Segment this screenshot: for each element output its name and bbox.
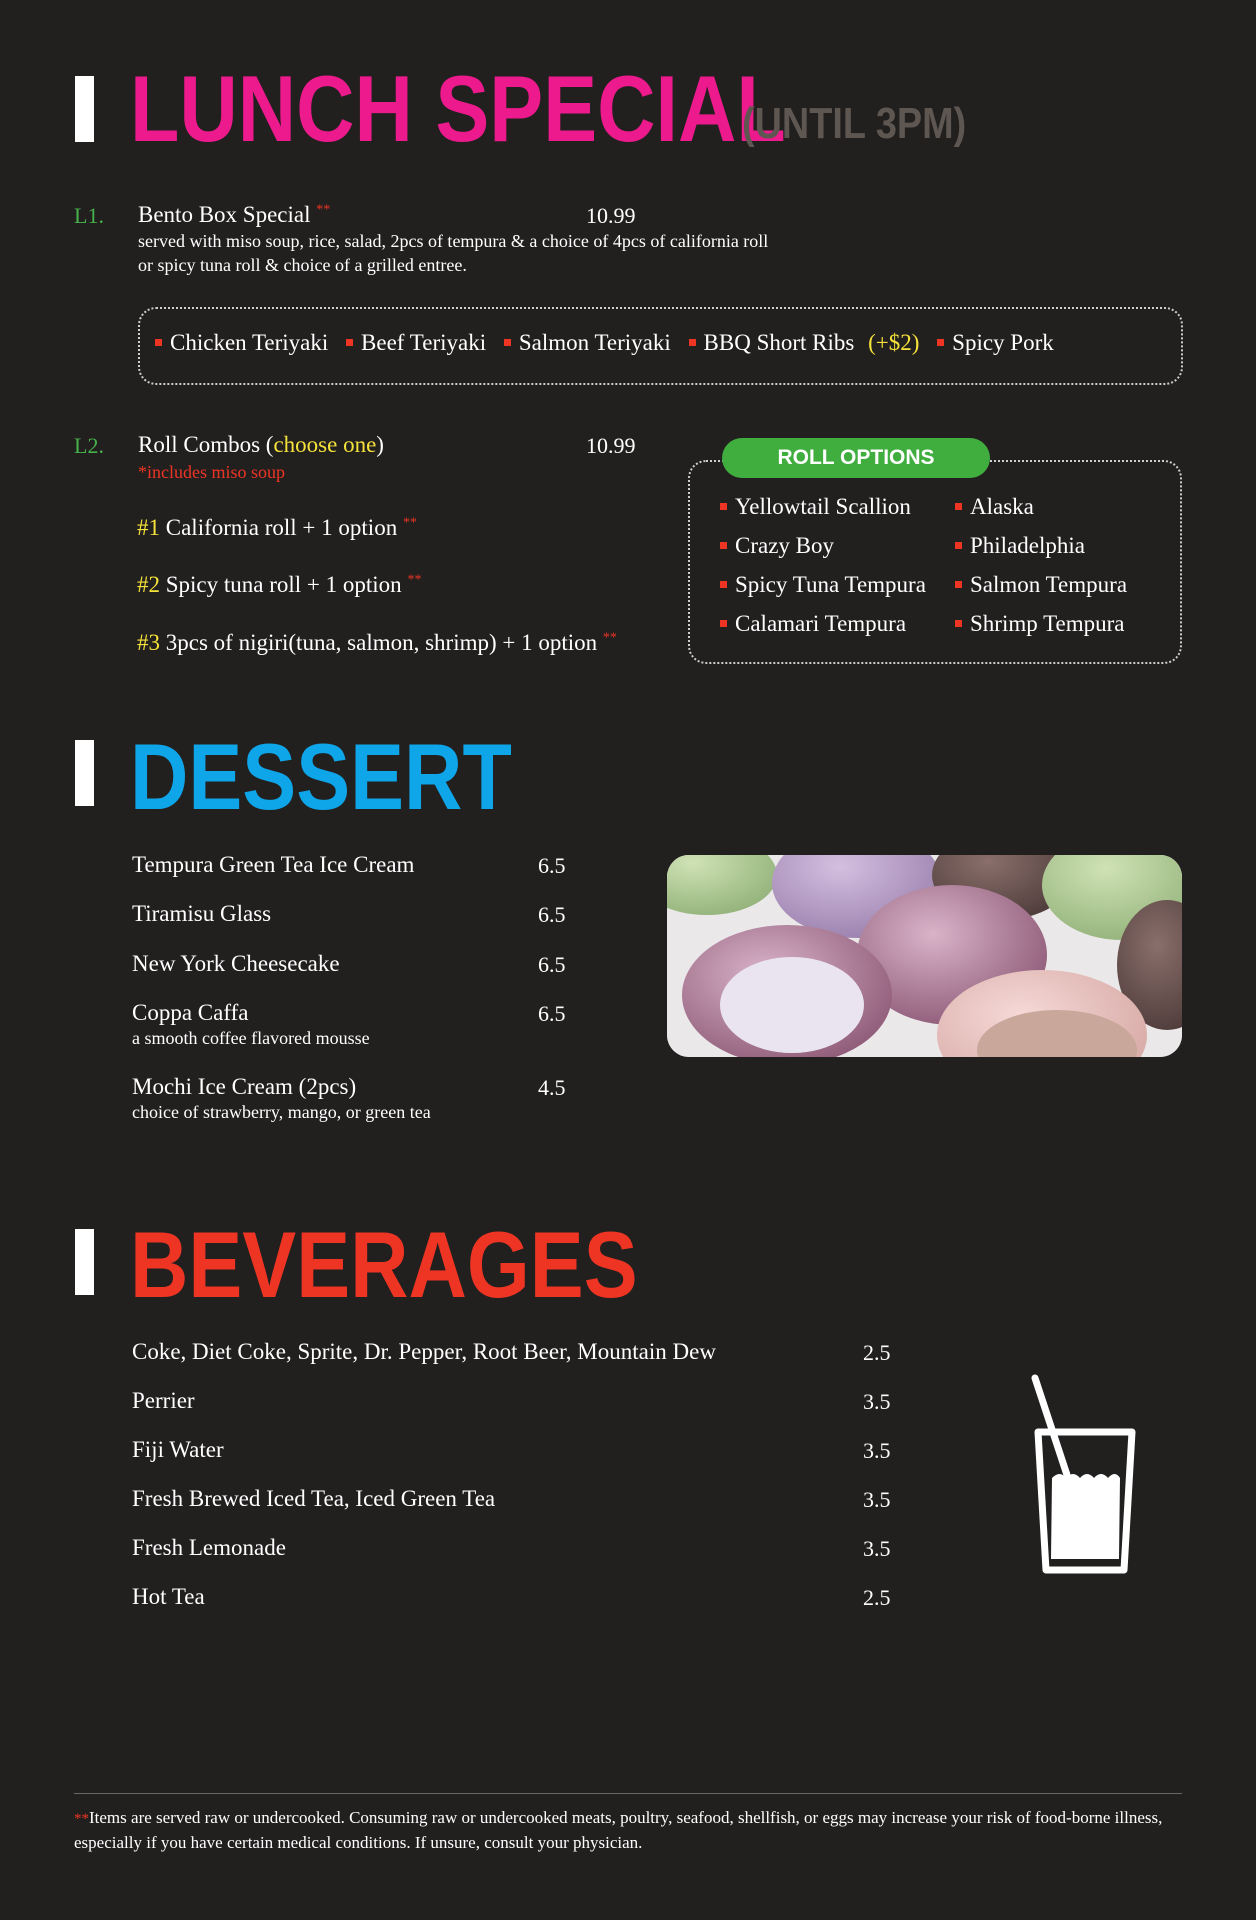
beverages-title: BEVERAGES bbox=[130, 1212, 638, 1317]
bullet-icon bbox=[955, 503, 962, 510]
dessert-item-price: 6.5 bbox=[538, 902, 566, 927]
raw-warning-mark: ** bbox=[74, 1811, 89, 1827]
combo-number: #2 bbox=[137, 572, 160, 597]
entree-option: Salmon Teriyaki bbox=[518, 330, 671, 355]
roll-combos-name-end: ) bbox=[376, 432, 384, 457]
bento-box-price: 10.99 bbox=[586, 203, 636, 228]
bullet-icon bbox=[720, 581, 727, 588]
bullet-icon bbox=[937, 339, 944, 346]
footer-disclaimer bbox=[74, 1806, 1184, 1854]
roll-combos-price: 10.99 bbox=[586, 433, 636, 458]
bullet-icon bbox=[720, 503, 727, 510]
roll-combos-name-start: Roll Combos ( bbox=[138, 432, 274, 457]
raw-warning-mark: ** bbox=[316, 202, 331, 218]
raw-warning-mark: ** bbox=[402, 515, 417, 531]
roll-option-label: Yellowtail Scallion bbox=[735, 494, 911, 519]
dessert-item-name: Tempura Green Tea Ice Cream bbox=[132, 852, 415, 877]
beverage-item-name: Perrier bbox=[132, 1388, 195, 1413]
roll-options-badge: ROLL OPTIONS bbox=[722, 438, 990, 478]
bento-box-description-line1: served with miso soup, rice, salad, 2pcs of tempura & a choice of 4pcs of california roll bbox=[138, 231, 769, 251]
mochi-photo bbox=[667, 855, 1182, 1057]
dessert-item-price: 6.5 bbox=[538, 952, 566, 977]
item-code-l1: L1. bbox=[74, 203, 104, 228]
lunch-special-title: LUNCH SPECIAL bbox=[130, 56, 786, 161]
raw-warning-mark: ** bbox=[602, 630, 617, 646]
roll-option-label: Shrimp Tempura bbox=[970, 611, 1125, 636]
beverage-item-price: 2.5 bbox=[863, 1585, 891, 1610]
roll-option-label: Alaska bbox=[970, 494, 1034, 519]
mochi-illustration bbox=[667, 855, 1182, 1057]
beverage-item-price: 3.5 bbox=[863, 1389, 891, 1414]
bullet-icon bbox=[155, 339, 162, 346]
beverage-item-price: 3.5 bbox=[863, 1536, 891, 1561]
bullet-icon bbox=[720, 542, 727, 549]
combo-number: #1 bbox=[137, 515, 160, 540]
beverage-item-price: 2.5 bbox=[863, 1340, 891, 1365]
entree-option: Chicken Teriyaki bbox=[170, 330, 329, 355]
section-marker-beverages bbox=[75, 1229, 94, 1295]
combo-option-3 bbox=[137, 630, 617, 656]
entree-options-list bbox=[155, 330, 1054, 356]
roll-combos-title bbox=[138, 432, 384, 458]
bullet-icon bbox=[346, 339, 353, 346]
dessert-item-price: 4.5 bbox=[538, 1075, 566, 1100]
combo-text: 3pcs of nigiri(tuna, salmon, shrimp) + 1 option bbox=[165, 630, 598, 655]
section-marker-dessert bbox=[75, 740, 94, 806]
roll-option-right-3 bbox=[955, 572, 1127, 598]
entree-option: BBQ Short Ribs bbox=[703, 330, 855, 355]
combo-text: California roll + 1 option bbox=[165, 515, 398, 540]
beverage-item-name: Hot Tea bbox=[132, 1584, 205, 1609]
item-code-l2: L2. bbox=[74, 433, 104, 458]
entree-option: Spicy Pork bbox=[952, 330, 1054, 355]
beverage-item-name: Fiji Water bbox=[132, 1437, 224, 1462]
combo-text: Spicy tuna roll + 1 option bbox=[165, 572, 402, 597]
roll-option-label: Spicy Tuna Tempura bbox=[735, 572, 926, 597]
roll-option-left-1 bbox=[720, 494, 911, 520]
section-marker-lunch bbox=[75, 76, 94, 142]
footer-divider bbox=[74, 1793, 1182, 1794]
dessert-title: DESSERT bbox=[130, 724, 512, 829]
dessert-item-name: Coppa Caffa bbox=[132, 1000, 249, 1025]
bento-box-description-line2: or spicy tuna roll & choice of a grilled entree. bbox=[138, 255, 467, 275]
dessert-item-price: 6.5 bbox=[538, 1001, 566, 1026]
lunch-special-hours: (UNTIL 3PM) bbox=[742, 99, 967, 148]
roll-option-left-3 bbox=[720, 572, 926, 598]
bullet-icon bbox=[504, 339, 511, 346]
roll-option-right-4 bbox=[955, 611, 1124, 637]
bullet-icon bbox=[955, 581, 962, 588]
roll-option-right-1 bbox=[955, 494, 1034, 520]
roll-option-label: Salmon Tempura bbox=[970, 572, 1128, 597]
roll-combos-note: *includes miso soup bbox=[138, 462, 285, 482]
entree-option: Beef Teriyaki bbox=[361, 330, 487, 355]
drink-cup-icon bbox=[1020, 1370, 1140, 1580]
dessert-item-name: Tiramisu Glass bbox=[132, 901, 272, 926]
bento-box-title bbox=[138, 202, 330, 228]
combo-option-2 bbox=[137, 572, 421, 598]
roll-combos-choose-one: choose one bbox=[273, 432, 377, 457]
upcharge-label: (+$2) bbox=[868, 330, 920, 355]
raw-warning-mark: ** bbox=[407, 572, 422, 588]
roll-option-label: Crazy Boy bbox=[735, 533, 835, 558]
beverage-item-price: 3.5 bbox=[863, 1487, 891, 1512]
bullet-icon bbox=[720, 620, 727, 627]
beverage-item-name: Fresh Lemonade bbox=[132, 1535, 286, 1560]
beverage-item-price: 3.5 bbox=[863, 1438, 891, 1463]
roll-option-left-2 bbox=[720, 533, 834, 559]
dessert-item-description: choice of strawberry, mango, or green tea bbox=[132, 1102, 431, 1122]
beverage-item-name: Fresh Brewed Iced Tea, Iced Green Tea bbox=[132, 1486, 496, 1511]
bullet-icon bbox=[689, 339, 696, 346]
footer-disclaimer-text: Items are served raw or undercooked. Consuming raw or undercooked meats, poultry, seafood, shellfish, or eggs may increase your risk of food-borne illness, especially if you have certain medical conditions. If unsure, consult your physician. bbox=[74, 1808, 1163, 1852]
roll-option-right-2 bbox=[955, 533, 1085, 559]
dessert-item-name: New York Cheesecake bbox=[132, 951, 340, 976]
combo-number: #3 bbox=[137, 630, 160, 655]
roll-option-label: Philadelphia bbox=[970, 533, 1085, 558]
dessert-item-name: Mochi Ice Cream (2pcs) bbox=[132, 1074, 357, 1099]
bullet-icon bbox=[955, 542, 962, 549]
roll-option-left-4 bbox=[720, 611, 906, 637]
bullet-icon bbox=[955, 620, 962, 627]
beverage-item-name: Coke, Diet Coke, Sprite, Dr. Pepper, Root Beer, Mountain Dew bbox=[132, 1339, 716, 1364]
roll-option-label: Calamari Tempura bbox=[735, 611, 907, 636]
combo-option-1 bbox=[137, 515, 417, 541]
dessert-item-description: a smooth coffee flavored mousse bbox=[132, 1028, 370, 1048]
bento-box-name: Bento Box Special bbox=[138, 202, 311, 227]
dessert-item-price: 6.5 bbox=[538, 853, 566, 878]
